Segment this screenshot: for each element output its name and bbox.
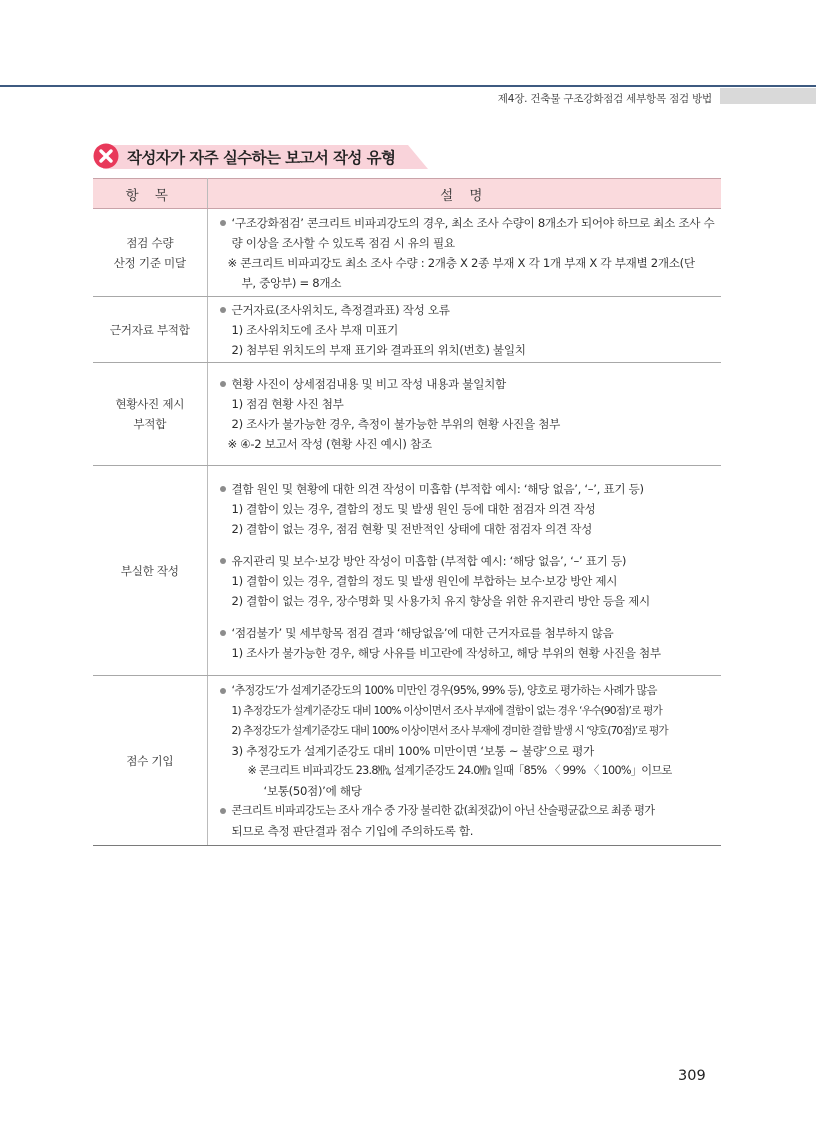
item-label-line: 산정 기준 미달 xyxy=(113,255,186,270)
bullet-text: 현황 사진이 상세점검내용 및 비고 작성 내용과 불일치함 xyxy=(218,374,718,394)
item-label-line: 근거자료 부적합 xyxy=(109,322,190,337)
note-text: ※ ④-2 보고서 작성 (현황 사진 예시) 참조 xyxy=(227,437,432,451)
item-label-line: 부적합 xyxy=(133,417,167,431)
bullet-text: ‘구조강화점검’ 콘크리트 비파괴강도의 경우, 최소 조사 수량이 8개소가 되어야 하므로 최소 조사 수량 이상을 조사할 수 있도록 점검 시 유의 필요 xyxy=(218,213,718,253)
item-label-line: 부실한 작성 xyxy=(120,563,179,578)
section-title: 작성자가 자주 실수하는 보고서 작성 유형 xyxy=(127,149,396,167)
row-description-cell xyxy=(207,209,721,297)
running-header xyxy=(0,88,816,108)
table-row xyxy=(93,363,721,466)
running-header-title: 제4장. 건축물 구조강화점검 세부항목 점검 방법 xyxy=(497,93,712,105)
row-description-cell xyxy=(207,363,721,466)
row-item-cell xyxy=(93,363,207,466)
row-description-cell xyxy=(207,297,721,363)
table-header-row xyxy=(93,179,721,209)
row-item-cell xyxy=(93,466,207,676)
page-number: 309 xyxy=(678,1068,706,1084)
bullet-text: ‘점검불가’ 및 세부항목 점검 결과 ‘해당없음’에 대한 근거자료를 첨부하지 않음 xyxy=(218,623,718,643)
numbered-text: 2) 결함이 없는 경우, 점검 현황 및 전반적인 상태에 대한 점검자 의견 작성 xyxy=(231,521,592,536)
numbered-text: 2) 결함이 없는 경우, 장수명화 및 사용가치 유지 향상을 위한 유지관리 방안 등을 제시 xyxy=(231,593,650,608)
table-row xyxy=(93,209,721,297)
numbered-text: 1) 점검 현황 사진 첨부 xyxy=(231,397,344,411)
table-row xyxy=(93,466,721,676)
row-item-cell xyxy=(93,297,207,363)
section-heading xyxy=(93,142,433,170)
numbered-text: 1) 결함이 있는 경우, 결함의 정도 및 발생 원인에 부합하는 보수·보강 방안 제시 xyxy=(231,573,618,588)
note-text: ※ 콘크리트 비파괴강도 최소 조사 수량 : 2개층 X 2종 부재 X 각 1개 부재 X 각 부재별 2개소(단 xyxy=(227,255,695,270)
header-tab xyxy=(720,88,816,104)
close-icon xyxy=(93,143,119,169)
numbered-text: 2) 첨부된 위치도의 부재 표기와 결과표의 위치(번호) 불일치 xyxy=(231,342,526,357)
row-item-cell xyxy=(93,209,207,297)
numbered-text: 1) 조사가 불가능한 경우, 해당 사유를 비고란에 작성하고, 해당 부위의 현황 사진을 첨부 xyxy=(231,645,661,660)
numbered-text: 1) 조사위치도에 조사 부재 미표기 xyxy=(231,322,399,337)
table-row xyxy=(93,297,721,363)
item-label-line: 점수 기입 xyxy=(126,753,174,768)
note-continuation: ‘보통(50점)’에 해당 xyxy=(263,783,362,798)
column-header-description: 설 명 xyxy=(207,179,721,209)
paragraph-gap xyxy=(218,611,718,623)
numbered-text: 2) 조사가 불가능한 경우, 측정이 불가능한 부위의 현황 사진을 첨부 xyxy=(231,417,561,431)
paragraph-gap xyxy=(218,539,718,551)
bullet-text: ‘추정강도’가 설계기준강도의 100% 미만인 경우(95%, 99% 등), 양호로 평가하는 사례가 많음 xyxy=(218,681,718,701)
bullet-continuation: 되므로 측정 판단결과 점수 기입에 주의하도록 함. xyxy=(231,823,474,838)
numbered-text: 1) 추정강도가 설계기준강도 대비 100% 이상이면서 조사 부재에 결함이 없는 경우 ‘우수(90점)’로 평가 xyxy=(231,704,662,717)
bullet-text: 콘크리트 비파괴강도는 조사 개수 중 가장 불리한 값(최젓값)이 아닌 산술평균값으로 최종 평가 xyxy=(218,801,718,821)
top-rule xyxy=(0,85,816,87)
row-item-cell xyxy=(93,676,207,846)
row-description-cell xyxy=(207,676,721,846)
column-header-item: 항 목 xyxy=(93,179,207,209)
numbered-text: 2) 추정강도가 설계기준강도 대비 100% 이상이면서 조사 부재에 경미한 결함 발생 시 ‘양호(70점)’로 평가 xyxy=(231,724,668,737)
report-mistakes-table xyxy=(93,178,721,846)
numbered-text: 1) 결함이 있는 경우, 결함의 정도 및 발생 원인 등에 대한 점검자 의견 작성 xyxy=(231,501,596,516)
bullet-text: 유지관리 및 보수·보강 방안 작성이 미흡함 (부적합 예시: ‘해당 없음’, ‘–’ 표기 등) xyxy=(218,551,718,571)
bullet-text: 결함 원인 및 현황에 대한 의견 작성이 미흡함 (부적합 예시: ‘해당 없음’, ‘–’, 표기 등) xyxy=(218,479,718,499)
numbered-text: 3) 추정강도가 설계기준강도 대비 100% 미만이면 ‘보통 ~ 불량’으로 평가 xyxy=(231,743,594,758)
table-row xyxy=(93,676,721,846)
item-label-line: 현황사진 제시 xyxy=(115,397,185,411)
row-description-cell xyxy=(207,466,721,676)
note-continuation: 부, 중앙부) = 8개소 xyxy=(241,275,342,290)
item-label-line: 점검 수량 xyxy=(126,235,174,250)
bullet-text: 근거자료(조사위치도, 측정결과표) 작성 오류 xyxy=(218,300,718,320)
note-text: ※ 콘크리트 비파괴강도 23.8㎫, 설계기준강도 24.0㎫ 일때「85% 〈 99% 〈 100%」이므로 xyxy=(247,763,672,777)
